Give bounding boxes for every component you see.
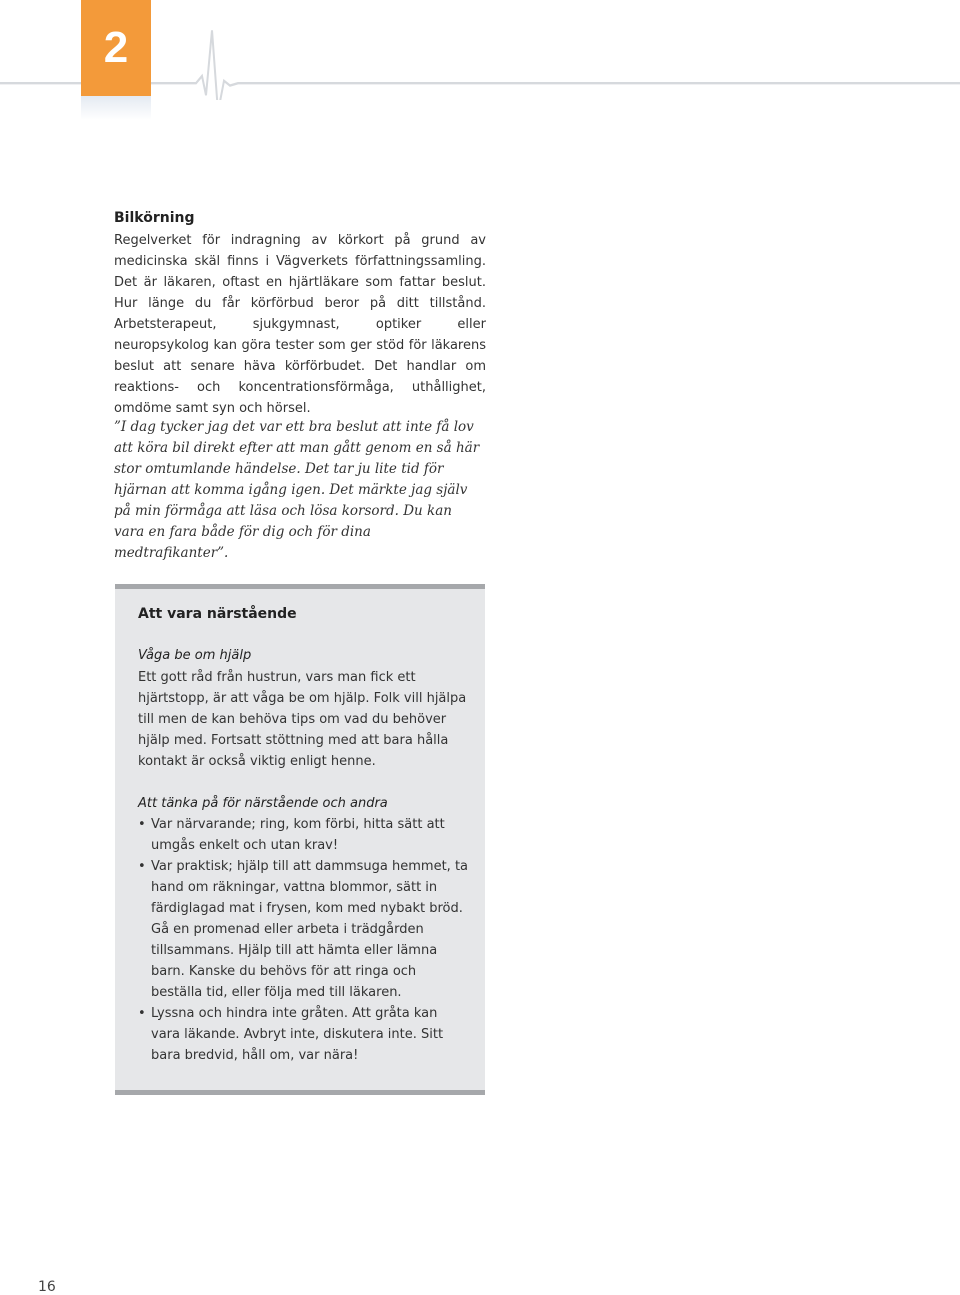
chapter-number-badge [81,0,151,96]
page-number: 16 [38,1279,56,1295]
bullet-icon: • [138,1006,146,1021]
section-heading: Bilkörning [114,210,195,226]
subsection-heading-tips: Att tänka på för närstående och andra [138,796,388,811]
list-item [138,1003,468,1066]
info-box-content [138,604,468,1066]
info-box-title: Att vara närstående [138,606,297,622]
list-item-text: Var praktisk; hjälp till att dammsuga hemmet, ta hand om räkningar, vattna blommor, sätt in färdiglagad mat i frysen, kom med nybakt bröd. Gå en promenad eller arbeta i trädgården tillsammans. Hjälp till att hämta eller lämna barn. Kanske du behövs för att ringa och beställa tid, eller följa med till läkaren. [151,859,469,1000]
list-item-text: Lyssna och hindra inte gråten. Att gråta kan vara läkande. Avbryt inte, diskutera inte. Sitt bara bredvid, håll om, var nära! [151,1006,444,1063]
list-item-text: Var närvarande; ring, kom förbi, hitta sätt att umgås enkelt och utan krav! [151,817,445,853]
bullet-icon: • [138,817,146,832]
patient-quote: ”I dag tycker jag det var ett bra beslut att inte få lov att köra bil direkt efter att man gått genom en så här stor omtumlande händelse. Det tar ju lite tid för hjärnan att komma igång igen. Det märkte jag själv på min förmåga att läsa och lösa korsord. Du kan vara en fara både för dig och för dina medtrafikanter”. [114,419,480,561]
list-item [138,856,468,1003]
subsection-heading-help: Våga be om hjälp [138,648,252,663]
chapter-number: 2 [103,23,129,72]
tips-list [138,814,468,1066]
info-box [115,584,485,1095]
list-item [138,814,468,856]
bullet-icon: • [138,859,146,874]
section-body: Regelverket för indragning av körkort på grund av medicinska skäl finns i Vägverkets författningssamling. Det är läkaren, oftast en hjärtläkare som fattar beslut. Hur länge du får körförbud beror på ditt tillstånd. Arbetsterapeut, sjukgymnast, optiker eller neuropsykolog kan göra tester som ger stöd för läkarens beslut att senare häva körförbudet. Det handlar om reaktions- och koncentrationsförmåga, uthållighet, omdöme samt syn och hörsel. [114,233,486,416]
subsection-text-help: Ett gott råd från hustrun, vars man fick ett hjärtstopp, är att våga be om hjälp. Folk vill hjälpa till men de kan behöva tips om vad du behöver hjälp med. Fortsatt stöttning med att bara hålla kontakt är också viktig enligt henne. [138,670,467,769]
chapter-tab-shadow [81,96,151,120]
main-section [114,208,486,419]
